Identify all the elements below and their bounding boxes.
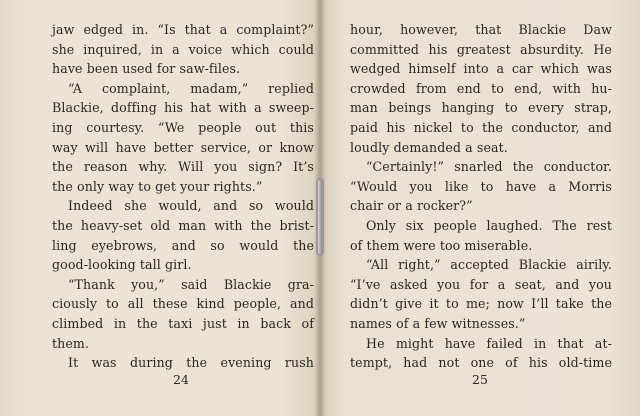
text-line: “Certainly!” snarled the conductor.: [366, 159, 612, 175]
text-line: Blackie, doffing his hat with a sweep-: [52, 100, 314, 116]
text-line: didn’t give it to me; now I’ll take the: [350, 296, 612, 312]
text-line: Only six people laughed. The rest: [366, 217, 612, 233]
text-line: ing courtesy. “We people out this: [52, 119, 314, 135]
text-line: good-looking tall girl.: [52, 257, 192, 273]
text-line: “A complaint, madam,” replied: [68, 80, 314, 96]
text-line: the reason why. Will you sign? It’s: [52, 159, 314, 175]
text-line: names of a few witnesses.”: [350, 315, 526, 331]
text-line: have been used for saw-files.: [52, 61, 241, 77]
text-line: hour, however, that Blackie Daw: [350, 22, 612, 37]
text-line: committed his greatest absurdity. He: [350, 41, 612, 57]
text-line: loudly demanded a seat.: [350, 139, 508, 155]
text-line: man beings hanging to every strap,: [350, 100, 612, 116]
text-line: jaw edged in. “Is that a complaint?”: [52, 22, 314, 37]
page-number-left: 24: [173, 372, 189, 387]
text-line: ling eyebrows, and so would the: [52, 237, 314, 253]
text-line: “All right,” accepted Blackie airily.: [366, 257, 612, 273]
text-line: wedged himself into a car which was: [350, 61, 612, 77]
text-line: way will have better service, or know: [52, 139, 314, 155]
text-line: crowded from end to end, with hu-: [350, 80, 612, 96]
right-page-text: [350, 20, 612, 373]
page-number-right: 25: [472, 372, 488, 387]
staple: [316, 178, 324, 256]
text-line: climbed in the taxi just in back of: [52, 315, 314, 331]
text-line: Indeed she would, and so would: [68, 198, 314, 214]
text-line: He might have failed in that at-: [366, 335, 612, 351]
left-page-text: [52, 20, 314, 373]
right-page: [320, 0, 640, 416]
text-line: chair or a rocker?”: [350, 198, 473, 214]
text-line: the only way to get your rights.”: [52, 178, 263, 194]
text-line: “Would you like to have a Morris: [350, 178, 612, 194]
text-line: tempt, had not one of his old-time: [350, 355, 612, 371]
text-line: ciously to all these kind people, and: [52, 296, 314, 312]
text-line: them.: [52, 335, 90, 351]
text-line: paid his nickel to the conductor, and: [350, 119, 612, 135]
text-line: of them were too miserable.: [350, 237, 533, 253]
text-line: “Thank you,” said Blackie gra-: [68, 276, 314, 292]
text-line: the heavy-set old man with the brist-: [52, 217, 314, 233]
text-line: she inquired, in a voice which could: [52, 41, 314, 57]
text-line: “I’ve asked you for a seat, and you: [350, 276, 612, 292]
text-line: It was during the evening rush: [68, 355, 314, 371]
